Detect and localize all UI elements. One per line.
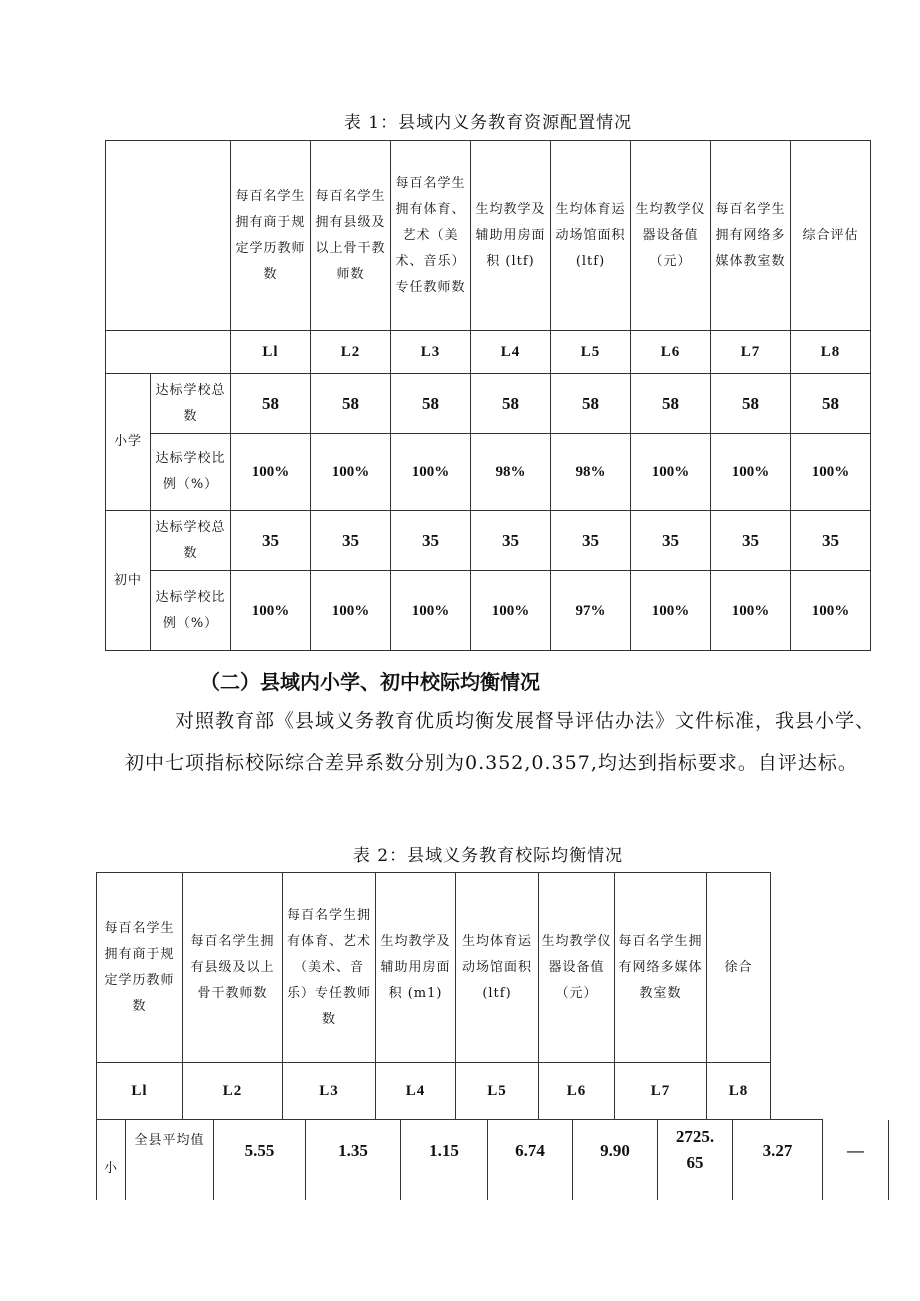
code-cell: L3 xyxy=(391,331,471,374)
header-cell: 生均教学及辅助用房面积 (ltf) xyxy=(471,141,551,331)
value-cell: 100% xyxy=(791,434,871,511)
code-cell: Ll xyxy=(97,1063,183,1120)
value-cell: 100% xyxy=(231,571,311,651)
table-row xyxy=(97,1120,889,1200)
header-cell: 每百名学生拥有网络多媒体教室数 xyxy=(615,873,707,1063)
code-cell: L6 xyxy=(631,331,711,374)
table1 xyxy=(105,140,871,651)
value-cell: 58 xyxy=(631,374,711,434)
value-cell: 35 xyxy=(471,511,551,571)
value-cell: 35 xyxy=(231,511,311,571)
code-cell: L5 xyxy=(456,1063,539,1120)
table-row xyxy=(106,434,871,511)
header-cell: 每百名学生拥有商于规定学历教师数 xyxy=(97,873,183,1063)
code-cell: L7 xyxy=(615,1063,707,1120)
code-cell: L4 xyxy=(471,331,551,374)
row-label: 全县平均值 xyxy=(126,1120,214,1200)
code-cell: L3 xyxy=(283,1063,376,1120)
value-cell: 3.27 xyxy=(733,1120,823,1200)
group-label: 小 xyxy=(97,1120,126,1200)
value-cell: 100% xyxy=(711,434,791,511)
code-cell: L2 xyxy=(311,331,391,374)
header-cell: 生均教学仪器设备值（元） xyxy=(539,873,615,1063)
code-cell: Ll xyxy=(231,331,311,374)
value-cell: 58 xyxy=(391,374,471,434)
value-cell: 35 xyxy=(391,511,471,571)
group-label: 初中 xyxy=(106,511,151,651)
value-cell: 35 xyxy=(711,511,791,571)
table-row xyxy=(106,374,871,434)
value-cell: 35 xyxy=(791,511,871,571)
code-cell: L4 xyxy=(376,1063,456,1120)
value-cell: 100% xyxy=(631,571,711,651)
value-cell: 35 xyxy=(631,511,711,571)
value-cell: 35 xyxy=(551,511,631,571)
header-cell: 每百名学生拥有体育、艺术（美术、音乐）专任教师数 xyxy=(283,873,376,1063)
value-cell: 100% xyxy=(231,434,311,511)
table2-caption: 表 2：县域义务教育校际均衡情况 xyxy=(352,846,624,866)
header-cell: 徐合 xyxy=(707,873,771,1063)
code-cell: L2 xyxy=(183,1063,283,1120)
header-cell: 每百名学生拥有县级及以上骨干教师数 xyxy=(183,873,283,1063)
value-cell: 100% xyxy=(311,571,391,651)
row-label: 达标学校总数 xyxy=(151,374,231,434)
header-cell: 每百名学生拥有商于规定学历教师数 xyxy=(231,141,311,331)
header-cell: 综合评估 xyxy=(791,141,871,331)
row-label: 达标学校总数 xyxy=(151,511,231,571)
value-cell: 2725.65 xyxy=(658,1120,733,1200)
value-cell: 58 xyxy=(551,374,631,434)
code-cell: L7 xyxy=(711,331,791,374)
value-cell: 100% xyxy=(631,434,711,511)
group-label: 小学 xyxy=(106,374,151,511)
value-cell: 100% xyxy=(391,571,471,651)
table-row xyxy=(106,511,871,571)
code-cell: L5 xyxy=(551,331,631,374)
header-cell: 生均体育运动场馆面积 (ltf) xyxy=(551,141,631,331)
value-cell: 100% xyxy=(791,571,871,651)
section-heading: （二）县域内小学、初中校际均衡情况 xyxy=(200,670,540,694)
table-row xyxy=(106,571,871,651)
value-cell: 58 xyxy=(791,374,871,434)
value-cell: 58 xyxy=(311,374,391,434)
value-cell: 98% xyxy=(471,434,551,511)
value-cell: 9.90 xyxy=(573,1120,658,1200)
header-cell: 每百名学生拥有县级及以上骨干教师数 xyxy=(311,141,391,331)
table2-body xyxy=(96,1119,889,1200)
value-cell: 5.55 xyxy=(214,1120,306,1200)
section-paragraph: 对照教育部《县域义务教育优质均衡发展督导评估办法》文件标准，我县小学、初中七项指标校际综合差异系数分别为0.352,0.357,均达到指标要求。自评达标。 xyxy=(125,710,876,774)
table1-caption: 表 1：县域内义务教育资源配置情况 xyxy=(343,113,633,133)
value-cell: 6.74 xyxy=(488,1120,573,1200)
row-label: 达标学校比例（%） xyxy=(151,434,231,511)
value-cell: 100% xyxy=(311,434,391,511)
row-label: 达标学校比例（%） xyxy=(151,571,231,651)
code-cell: L8 xyxy=(707,1063,771,1120)
header-cell: 生均体育运动场馆面积 (ltf) xyxy=(456,873,539,1063)
header-cell: 每百名学生拥有网络多媒体教室数 xyxy=(711,141,791,331)
value-cell: 100% xyxy=(711,571,791,651)
value-cell: 58 xyxy=(231,374,311,434)
value-cell: 58 xyxy=(711,374,791,434)
value-cell: 100% xyxy=(391,434,471,511)
code-cell: L6 xyxy=(539,1063,615,1120)
value-cell: 1.35 xyxy=(306,1120,401,1200)
value-cell: 1.15 xyxy=(401,1120,488,1200)
empty-corner xyxy=(106,141,231,331)
value-cell: 100% xyxy=(471,571,551,651)
code-cell: L8 xyxy=(791,331,871,374)
value-cell: 58 xyxy=(471,374,551,434)
value-cell: 98% xyxy=(551,434,631,511)
header-cell: 每百名学生拥有体育、艺术（美术、音乐）专任教师数 xyxy=(391,141,471,331)
empty-cell xyxy=(106,331,231,374)
value-cell: — xyxy=(823,1120,889,1200)
value-cell: 97% xyxy=(551,571,631,651)
header-cell: 生均教学仪器设备值（元） xyxy=(631,141,711,331)
table2 xyxy=(96,872,771,1120)
header-cell: 生均教学及辅助用房面积 (m1) xyxy=(376,873,456,1063)
value-cell: 35 xyxy=(311,511,391,571)
